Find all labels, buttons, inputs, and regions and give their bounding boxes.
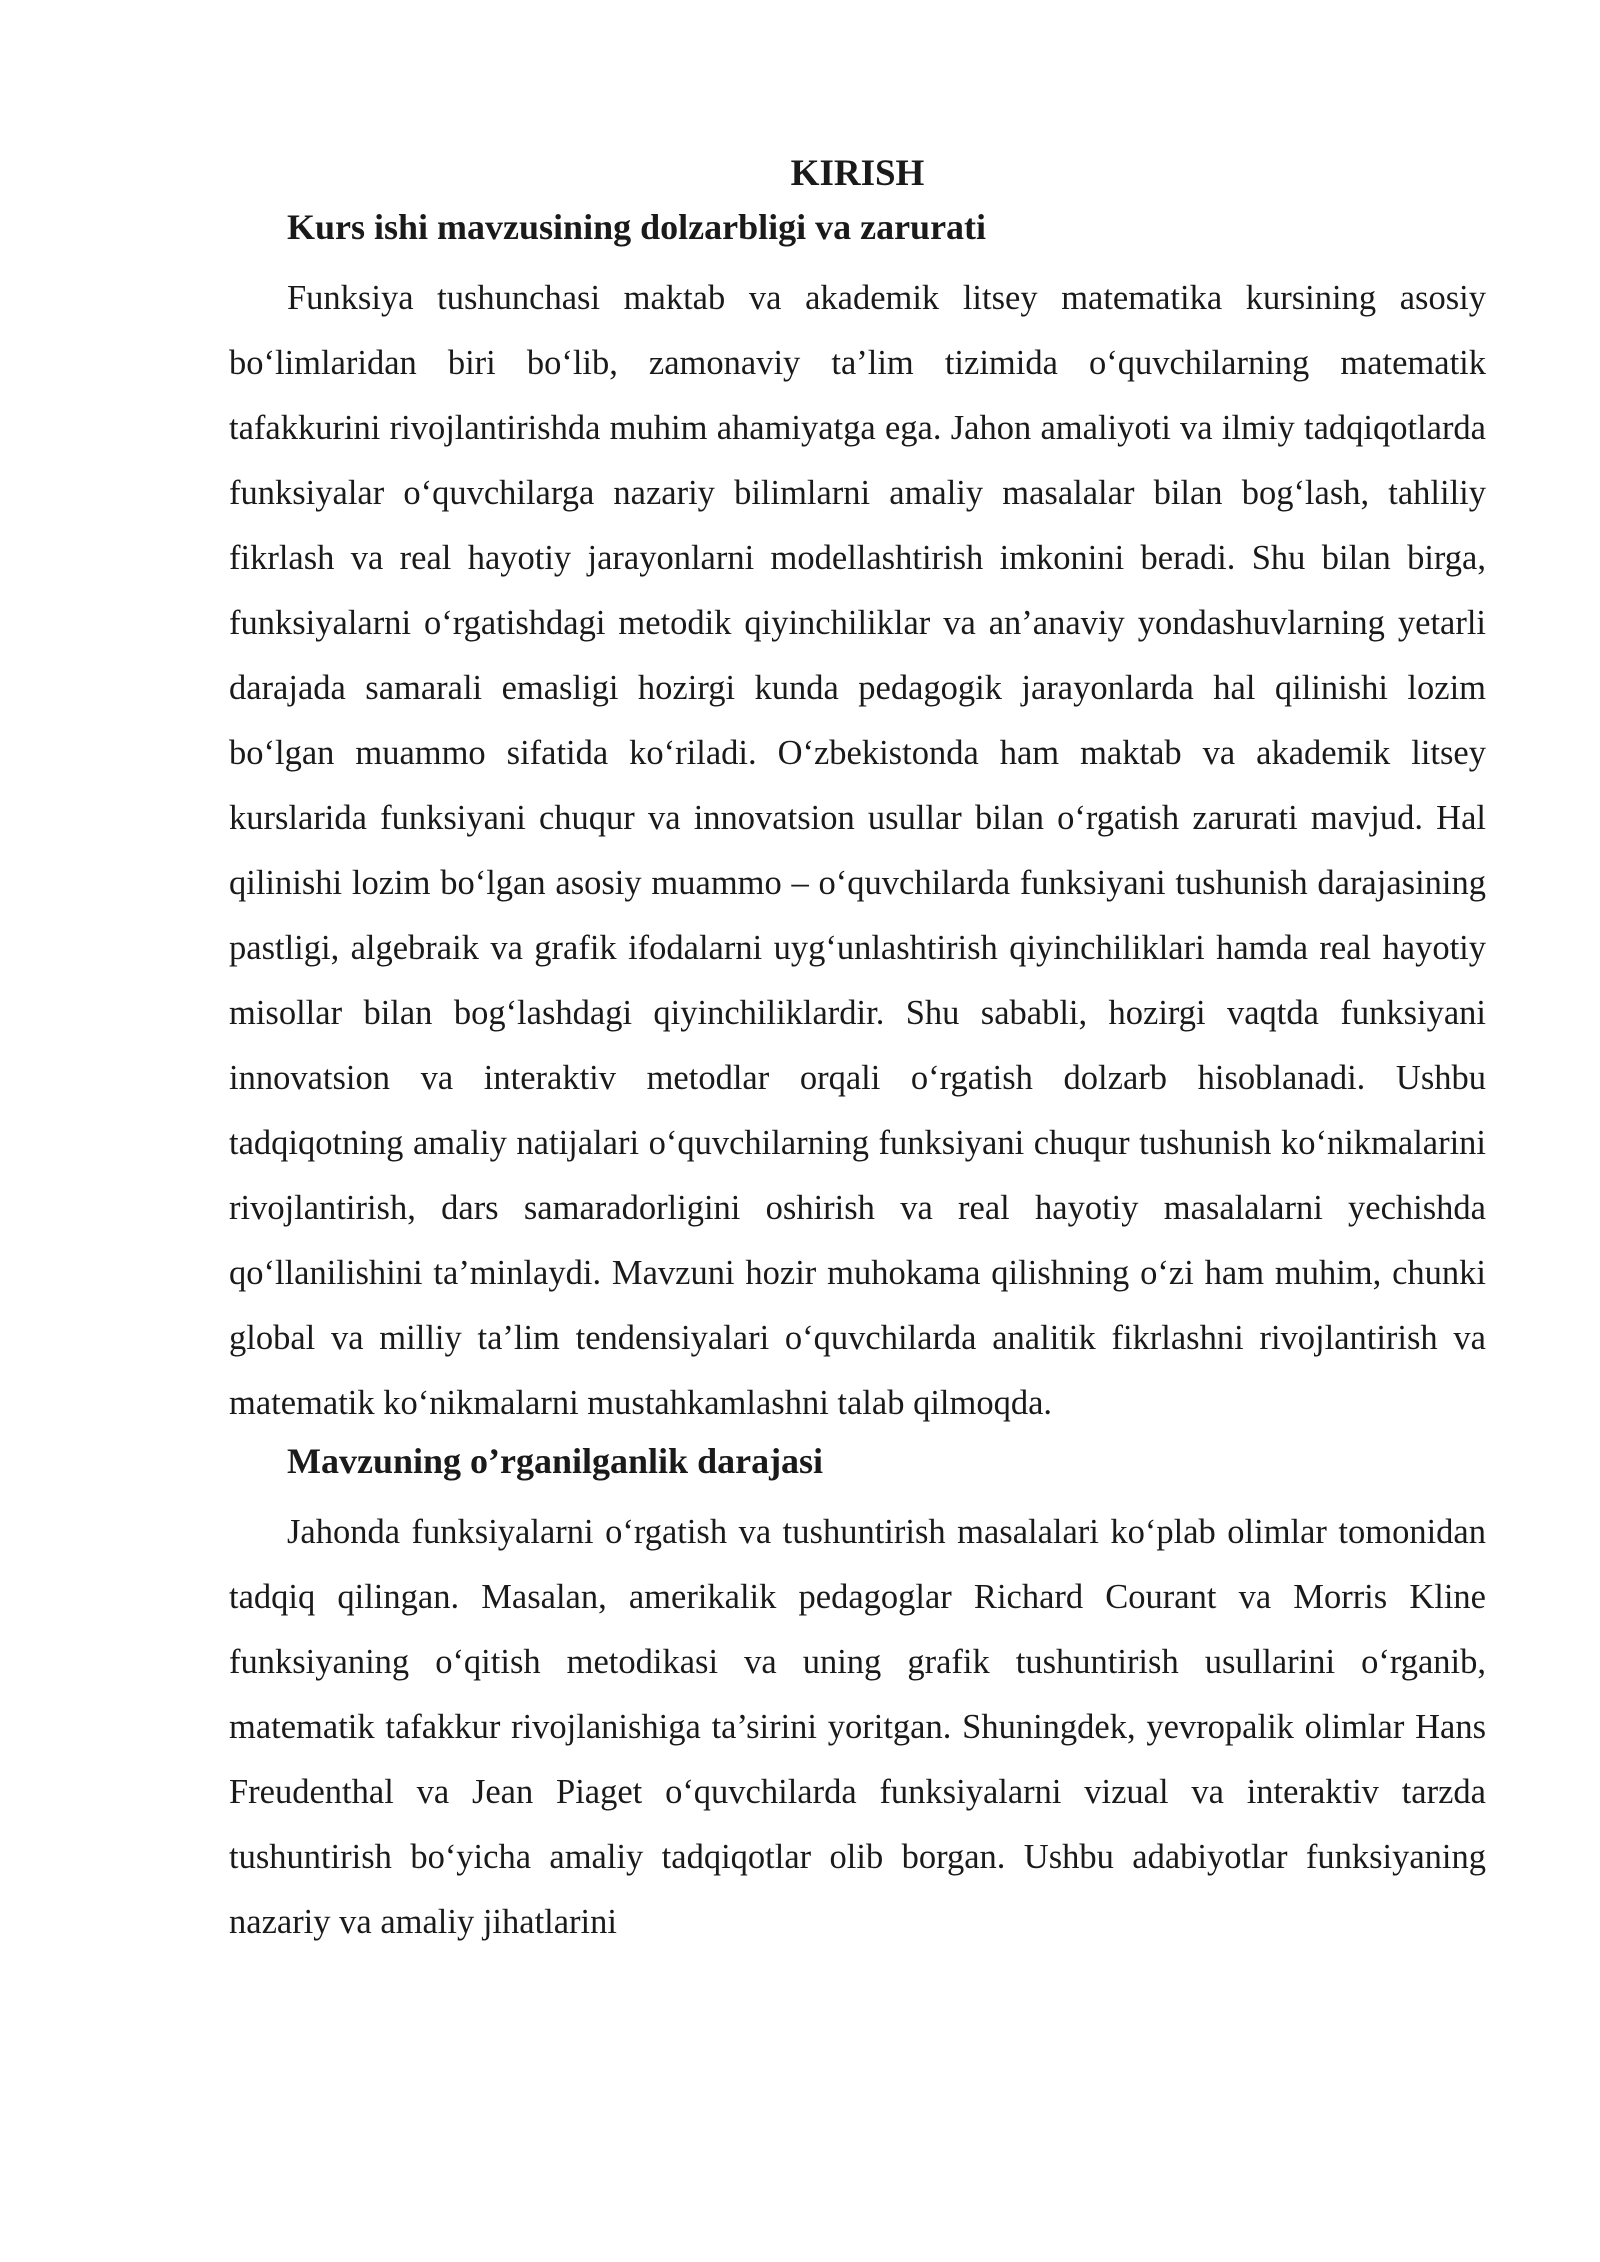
document-body — [229, 146, 1486, 1955]
document-title: KIRISH — [790, 153, 925, 194]
paragraph-study-level: Jahonda funksiyalarni o‘rgatish va tushuntirish masalalari ko‘plab olimlar tomonidan tadqiq qilingan. Masalan, amerikalik pedagoglar Richard Courant va Morris Kline funksiyaning o‘qitish metodikasi va uning grafik tushuntirish usullarini o‘rganib, matematik tafakkur rivojlanishiga ta’sirini yoritgan. Shuningdek, yevropalik olimlar Hans Freudenthal va Jean Piaget o‘quvchilarda funksiyalarni vizual va interaktiv tarzda tushuntirish bo‘yicha amaliy tadqiqotlar olib borgan. Ushbu adabiyotlar funksiyaning nazariy va amaliy jihatlarini — [229, 1513, 1486, 1941]
paragraph-relevance: Funksiya tushunchasi maktab va akademik litsey matematika kursining asosiy bo‘limlaridan biri bo‘lib, zamonaviy ta’lim tizimida o‘quvchilarning matematik tafakkurini rivojlantirishda muhim ahamiyatga ega. Jahon amaliyoti va ilmiy tadqiqotlarda funksiyalar o‘quvchilarga nazariy bilimlarni amaliy masalalar bilan bog‘lash, tahliliy fikrlash va real hayotiy jarayonlarni modellashtirish imkonini beradi. Shu bilan birga, funksiyalarni o‘rgatishdagi metodik qiyinchiliklar va an’anaviy yondashuvlarning yetarli darajada samarali emasligi hozirgi kunda pedagogik jarayonlarda hal qilinishi lozim bo‘lgan muammo sifatida ko‘riladi. O‘zbekistonda ham maktab va akademik litsey kurslarida funksiyani chuqur va innovatsion usullar bilan o‘rgatish zarurati mavjud. Hal qilinishi lozim bo‘lgan asosiy muammo – o‘quvchilarda funksiyani tushunish darajasining pastligi, algebraik va grafik ifodalarni uyg‘unlashtirish qiyinchiliklari hamda real hayotiy misollar bilan bog‘lashdagi qiyinchiliklardir. Shu sababli, hozirgi vaqtda funksiyani innovatsion va interaktiv metodlar orqali o‘rgatish dolzarb hisoblanadi. Ushbu tadqiqotning amaliy natijalari o‘quvchilarning funksiyani chuqur tushunish ko‘nikmalarini rivojlantirish, dars samaradorligini oshirish va real hayotiy masalalarni yechishda qo‘llanilishini ta’minlaydi. Mavzuni hozir muhokama qilishning o‘zi ham muhim, chunki global va milliy ta’lim tendensiyalari o‘quvchilarda analitik fikrlashni rivojlantirish va matematik ko‘nikmalarni mustahkamlashni talab qilmoqda. — [229, 279, 1486, 1422]
section-heading-relevance: Kurs ishi mavzusining dolzarbligi va zarurati — [287, 207, 987, 247]
section-heading-study-level: Mavzuning o’rganilganlik darajasi — [287, 1441, 824, 1481]
